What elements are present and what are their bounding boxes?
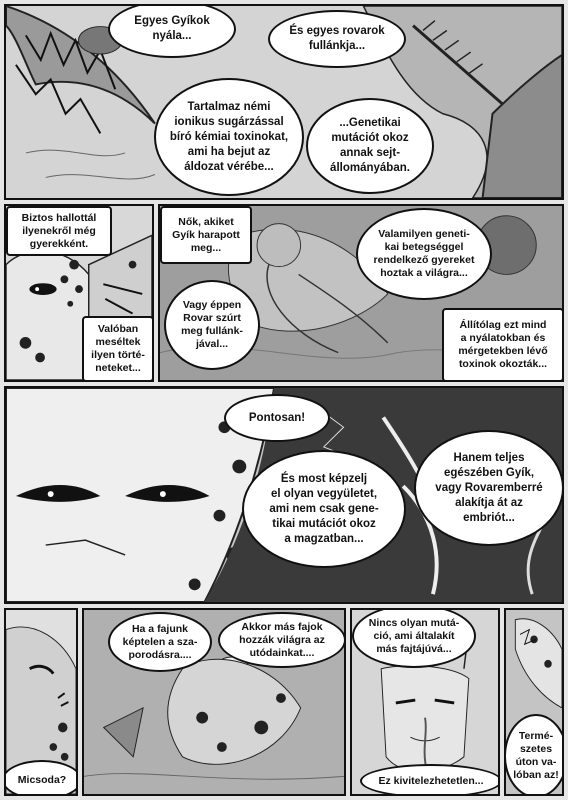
speech-bubble <box>414 430 564 546</box>
caption-box <box>6 206 112 256</box>
panel-infants-flashback <box>158 204 564 382</box>
panel-lizard-girl-closeup <box>4 204 154 382</box>
speech-bubble <box>218 612 346 668</box>
panel-girl-disbelief <box>350 608 500 796</box>
dialogue-text: Valóban meséltek ilyen törté- neteket... <box>91 323 145 374</box>
speech-bubble <box>242 450 406 568</box>
caption-box <box>442 308 564 382</box>
dialogue-text: És egyes rovarok fullánkja... <box>289 25 385 52</box>
dialogue-text: Vagy éppen Rovar szúrt meg fullánk- jával... <box>181 299 243 350</box>
speech-bubble <box>504 714 564 796</box>
speech-bubble <box>360 764 500 796</box>
caption-box <box>82 316 154 382</box>
panel-lizard-face-explains <box>4 386 564 604</box>
dialogue-text: Nincs olyan mutá- ció, ami általakít más fajtájúvá... <box>368 616 460 655</box>
speech-bubble <box>306 98 434 194</box>
panel-lizard-reply <box>504 608 564 796</box>
speech-bubble <box>164 280 260 370</box>
panel-lizard-mouth-and-stinger <box>4 4 564 200</box>
dialogue-text: ...Genetikai mutációt okoz annak sejt- állományában. <box>330 117 410 174</box>
speech-bubble <box>356 208 492 300</box>
dialogue-text: Ez kivitelezhetetlen... <box>378 774 484 787</box>
speech-bubble <box>4 760 78 796</box>
caption-box <box>160 206 252 264</box>
dialogue-text: Egyes Gyíkok nyála... <box>134 15 210 42</box>
speech-bubble <box>154 78 304 196</box>
panel-surprised-reaction <box>4 608 78 796</box>
dialogue-text: Nők, akiket Gyík harapott meg... <box>172 215 240 254</box>
dialogue-text: És most képzelj el olyan vegyületet, ami nem csak gene- tikai mutációt okoz a magzatban... <box>269 472 379 545</box>
dialogue-text: Tartalmaz némi ionikus sugárzással bíró kémiai toxinokat, ami ha bejut az áldozat vérébe... <box>169 100 289 173</box>
dialogue-text: Biztos hallottál ilyenekről még gyerekként. <box>21 211 97 250</box>
panel-lizard-creature-fight <box>82 608 346 796</box>
dialogue-text: Akkor más fajok hozzák világra az utódainkat.... <box>239 620 325 659</box>
dialogue-text: Micsoda? <box>17 773 67 786</box>
dialogue-text: Állítólag ezt mind a nyálatokban és mérgetekben lévő toxinok okozták... <box>458 319 548 370</box>
speech-bubble <box>108 612 212 672</box>
dialogue-text: Hanem teljes egészében Gyík, vagy Rovaremberré alakítja át az embriót... <box>435 451 543 524</box>
speech-bubble <box>268 10 406 68</box>
dialogue-text: Termé- szetes úton va- lóban az! <box>513 730 559 781</box>
dialogue-text: Valamilyen geneti- kai betegséggel rendelkező gyereket hoztak a világra... <box>373 228 475 279</box>
speech-bubble <box>224 394 330 442</box>
dialogue-text: Ha a fajunk képtelen a sza- porodásra.... <box>122 622 198 661</box>
dialogue-text: Pontosan! <box>248 411 306 424</box>
